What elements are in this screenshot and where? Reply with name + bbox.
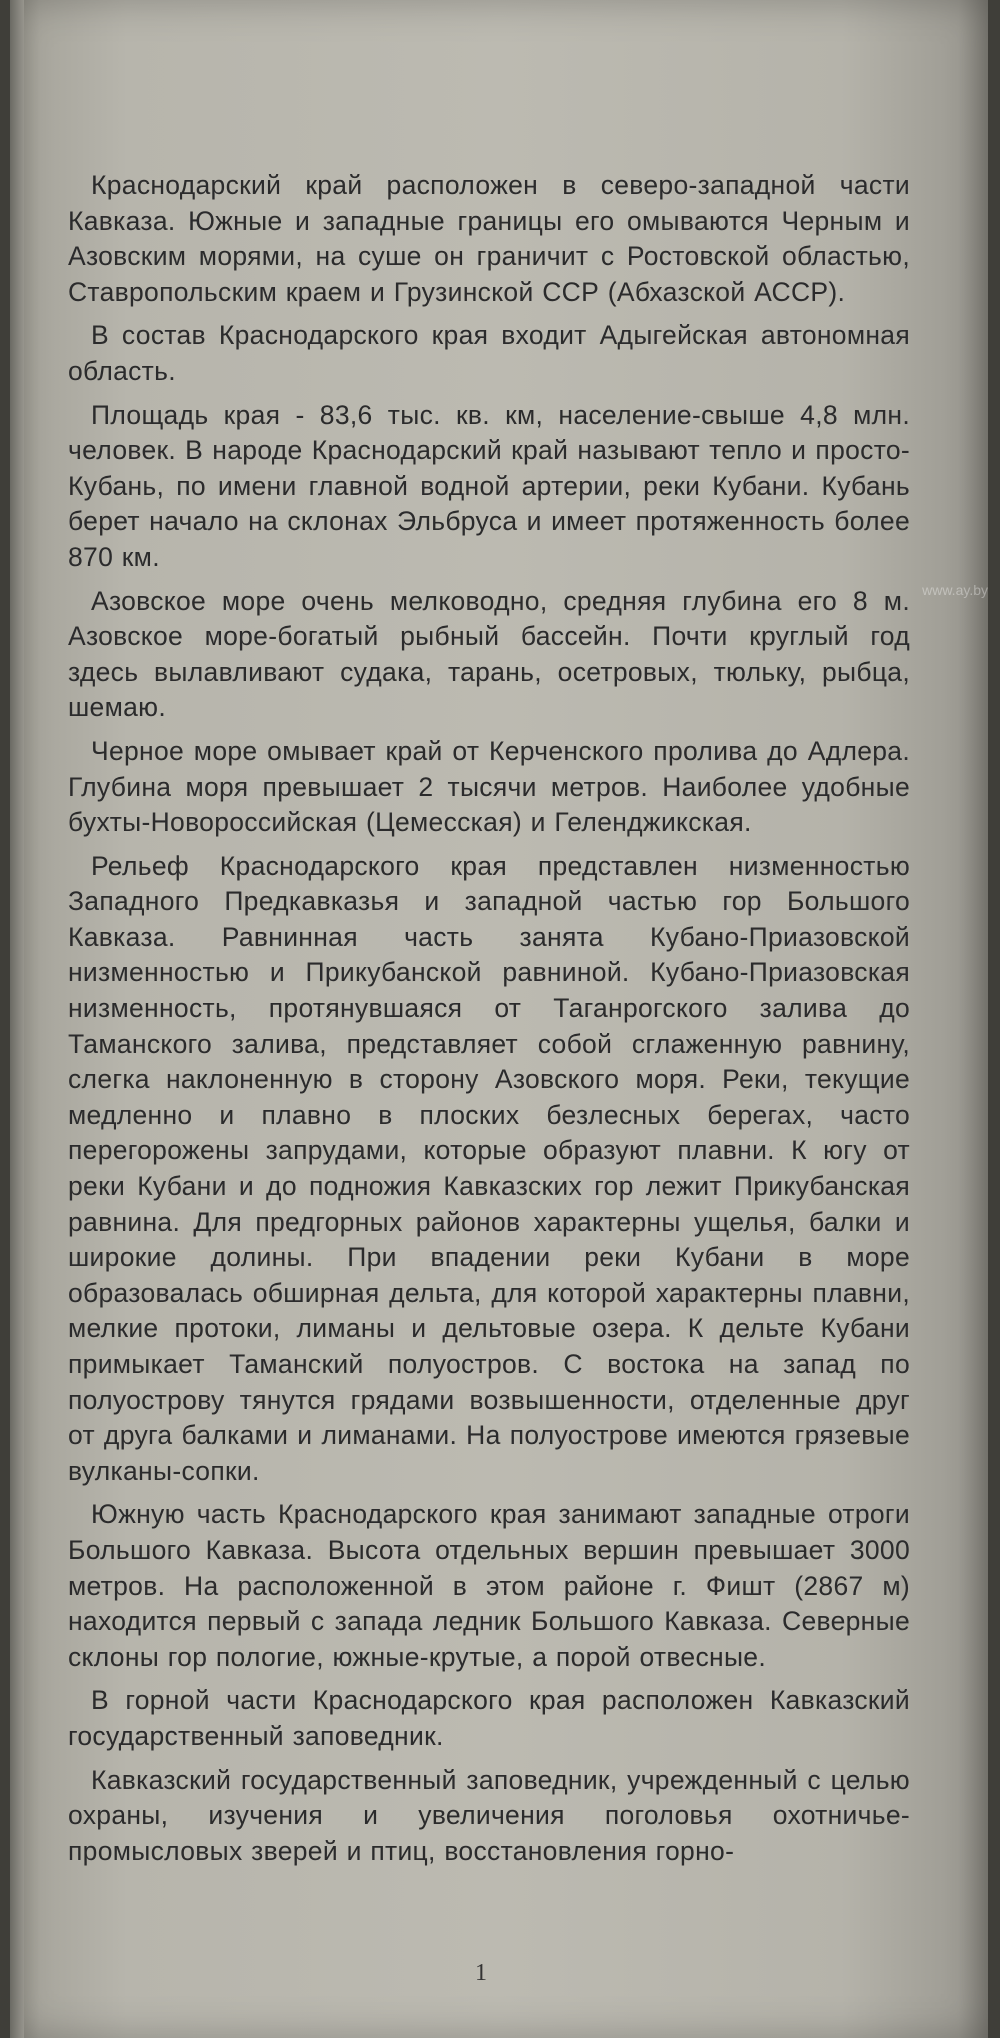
page-fold-shadow bbox=[10, 0, 24, 2038]
paragraph-black-sea: Черное море омывает край от Керченского пролива до Адлера. Глубина моря превышает 2 тысячи метров. Наиболее удобные бухты-Новороссийская (Цемесская) и Геленджикская. bbox=[68, 735, 910, 838]
body-text bbox=[68, 168, 910, 1877]
paragraph-reserve-purpose: Кавказский государственный заповедник, учрежденный с целью охраны, изучения и увеличения поголовья охотничье-промысловых зверей и птиц, восстановления горно- bbox=[68, 1764, 910, 1866]
paragraph-relief: Рельеф Краснодарского края представлен низменностью Западного Предкавказья и западной частью гор Большого Кавказа. Равнинная часть занята Кубано-Приазовской низменностью и Прикубанской равниной. Кубано-Приазовская низменность, протянувшаяся от Таганрогского залива до Таманского залива, представляет собой сглаженную равнину, слегка наклоненную в сторону Азовского моря. Реки, текущие медленно и плавно в плоских безлесных берегах, часто перегорожены запрудами, которые образуют плавни. К югу от реки Кубани и до подножия Кавказских гор лежит Прикубанская равнина. Для предгорных районов характерны ущелья, балки и широкие долины. При впадении реки Кубани в море образовалась обширная дельта, для которой характерны плавни, мелкие протоки, лиманы и дельтовые озера. К дельте Кубани примыкает Таманский полуостров. С востока на запад по полуострову тянутся грядами возвышенности, отделенные друг от друга балками и лиманами. На полуострове имеются грязевые вулканы-сопки. bbox=[68, 850, 910, 1486]
paragraph-mountains: Южную часть Краснодарского края занимают западные отроги Большого Кавказа. Высота отдельных вершин превышает 3000 метров. На расположенной в этом районе г. Фишт (2867 м) находится первый с запада ледник Большого Кавказа. Северные склоны гор пологие, южные-крутые, а порой отвесные. bbox=[68, 1499, 910, 1672]
paragraph-adygea: В состав Краснодарского края входит Адыгейская автономная область. bbox=[68, 320, 910, 386]
paragraph-azov-sea: Азовское море очень мелководно, средняя глубина его 8 м. Азовское море-богатый рыбный бассейн. Почти круглый год здесь вылавливают судака, тарань, осетровых, тюльку, рыбца, шемаю. bbox=[68, 585, 910, 723]
paragraph-reserve: В горной части Краснодарского края расположен Кавказский государственный заповедник. bbox=[68, 1685, 910, 1751]
page-number: 1 bbox=[475, 1960, 487, 1986]
paragraph-area: Площадь края - 83,6 тыс. кв. км, население-свыше 4,8 млн. человек. В народе Краснодарский край называют тепло и просто-Кубань, по имени главной водной артерии, реки Кубани. Кубань берет начало на склонах Эльбруса и имеет протяженность более 870 км. bbox=[68, 399, 910, 572]
paragraph-location: Краснодарский край расположен в северо-западной части Кавказа. Южные и западные границы его омываются Черным и Азовским морями, на суше он граничит с Ростовской областью, Ставропольским краем и Грузинской ССР (Абхазской АССР). bbox=[68, 170, 910, 307]
document-page bbox=[10, 0, 988, 2038]
watermark: www.ay.by bbox=[922, 582, 988, 598]
